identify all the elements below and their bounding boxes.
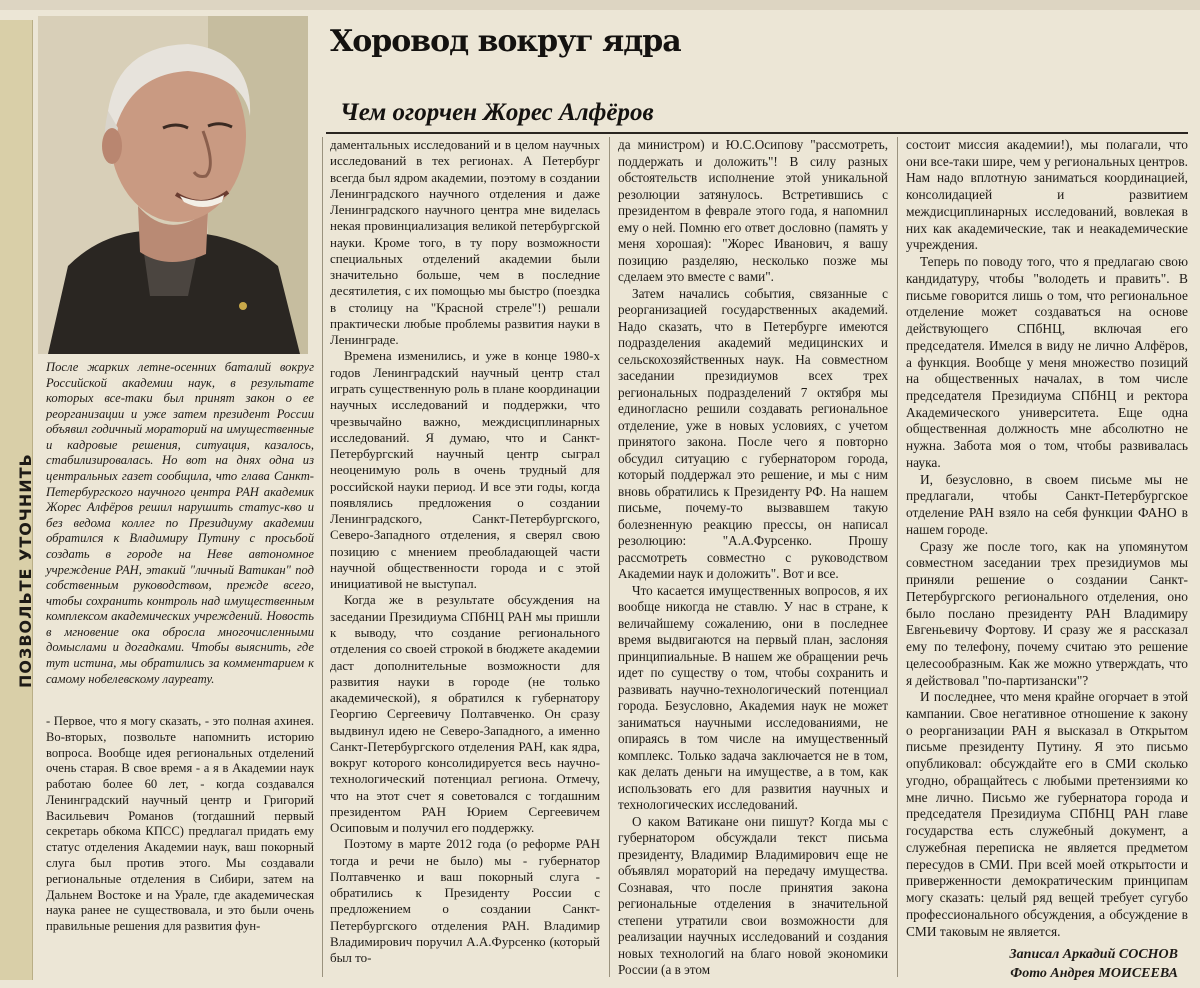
column-1	[46, 714, 314, 935]
paragraph: Что касается имущественных вопросов, я их вообще никогда не ставлю. У нас в стране, к величайшему сожалению, они в последнее время выдвигаются на первый план, заслоняя принципиальные. В нашем же обращении речь идет по существу о том, чтобы сохранить и развивать научно-технологический потенциал города. Безусловно, Академия наук не может заниматься научными исследованиями, не опираясь в том числе на имущественный комплекс. Только задача заключается не в том, как делать деньги на имуществе, а в том, как использовать его для развития научных и технологических исследований.	[618, 582, 888, 812]
paragraph: состоит миссия академии!), мы полагали, что они все-таки шире, чем у региональных центров. Нам надо вплотную заниматься координацией, консолидацией и развитием междисциплинарных исследований, вовлекая в них как академические, так и неакадемические учреждения.	[906, 137, 1188, 253]
column-4	[906, 137, 1188, 940]
paragraph: да министром) и Ю.С.Осипову "рассмотреть, поддержать и доложить"! В силу разных обстоятельств исполнение этой уникальной резолюции затянулось. Встретившись с президентом в феврале этого года, я напомнил ему о ней. Помню его ответ дословно (память у меня хорошая): "Жорес Иванович, я вашу позицию разделяю, несколько позже мы сделаем это вместе с вами".	[618, 137, 888, 284]
paragraph: Когда же в результате обсуждения на заседании Президиума СПбНЦ РАН мы пришли к выводу, что создание регионального отделения со своей строкой в бюджете академии даст дополнительные возможности для развития науки в городе (не только академической), я обратился к губернатору Георгию Сергеевичу Полтавченко. Он сразу выдвинул идею не Северо-Западного, а именно Санкт-Петербургского отделения РАН, как ядра, вокруг которого консолидируется весь научно-технологический потенциал региона. Отмечу, что на этот счет я советовался с тогдашним президентом РАН Юрием Сергеевичем Осиповым и получил его поддержку.	[330, 592, 600, 836]
column-divider	[322, 137, 323, 977]
column-3	[618, 137, 888, 979]
paragraph: - Первое, что я могу сказать, - это полная ахинея. Во-вторых, позвольте напомнить историю вопроса. Вообще идея региональных отделений очень старая. В свое время - а я в Академии наук работаю более 60 лет, - когда создавался Ленинградский научный центр и Григорий Васильевич Романов (тогдашний первый секретарь обкома КПСС) предлагал придать ему статус отделения Академии наук, ваш покорный слуга был против этого. Мы создавали региональные отделения в Сибири, затем на Дальнем Востоке и на Урале, где академическая наука ранее не существовала, и это были очень правильные решения для развития фун-	[46, 714, 314, 934]
subheadline: Чем огорчен Жорес Алфёров	[340, 99, 654, 126]
paragraph: Затем начались события, связанные с реорганизацией государственных академий. Надо сказать, что в Петербурге имеются подразделения академий медицинских и сельскохозяйственных наук. На совместном заседании президиумов всех трех региональных подразделений 7 октября мы единогласно решили создавать региональное отделение, уже в новых условиях, с учетом принятого закона. После чего я повторно обсудил ситуацию с губернатором города, который поддержал это решение, и мы с ним вновь обратились к Президенту РФ. На нашем письме, почему-то вызвавшем такую болезненную реакцию прессы, он написал резолюцию: "А.А.Фурсенко. Прошу рассмотреть совместно с руководством Академии наук и доложить". Вот и все.	[618, 285, 888, 581]
paragraph: Времена изменились, и уже в конце 1980-х годов Ленинградский научный центр стал играть существенную роль в плане координации научных исследований и поддержки, что чрезвычайно важно, междисциплинарных исследований. Я думаю, что и Санкт-Петербургский научный центр сыграл неоценимую роль в очень трудный для российской науки период. И все эти годы, когда появлялись предложения о создании Ленинградского, Санкт-Петербургского, Северо-Западного отделения, я сверял свою позицию с мнением преобладающей части научной общественности города и с этой инициативой не выступал.	[330, 348, 600, 592]
rubric-label: ПОЗВОЛЬТЕ УТОЧНИТЬ	[16, 453, 35, 688]
photo-credit: Фото Андрея МОИСЕЕВА	[1010, 966, 1178, 981]
paragraph: О каком Ватикане они пишут? Когда мы с губернатором обсуждали текст письма президенту, Владимир Владимирович еще не объявлял мораторий на передачу имущества. Сознавая, что после принятия закона региональные отделения в значительной степени утратили свои возможности для реализации научных исследований и создания новых технологий на благо новой экономики России (а в этом	[618, 813, 888, 977]
column-divider	[609, 137, 610, 977]
paragraph: И последнее, что меня крайне огорчает в этой кампании. Свое негативное отношение к закону о реорганизации РАН я высказал в Открытом письме президенту Путину. Я это письмо опубликовал: обсуждайте его в СМИ сколько угодно, обращайтесь с любыми претензиями ко мне лично. Письмо же губернатора города и председателя Президиума СПбНЦ РАН главе государства есть служебный документ, а служебная переписка не является предметом пересудов в СМИ. При всей моей открытости и приверженности демократическим принципам могу сказать: целый ряд вещей требует сугубо профессионального обсуждения, а обсуждение в СМИ таковым не является.	[906, 689, 1188, 939]
paragraph: Поэтому в марте 2012 года (о реформе РАН тогда и речи не было) мы - губернатор Полтавченко и ваш покорный слуга - обратились к Президенту России с предложением о создании Санкт-Петербургского отделения РАН. Владимир Владимирович поручил А.А.Фурсенко (который был то-	[330, 836, 600, 966]
paragraph: Сразу же после того, как на упомянутом совместном заседании трех президиумов мы приняли решение о создании Санкт-Петербургского регионального отделения, оно было послано президенту РАН Владимиру Евгеньевичу Фортову. И сразу же я рассказал ему по телефону, почему считаю это решение целесообразным. Как же можно утверждать, что я действовал "по-партизански"?	[906, 538, 1188, 688]
lead-paragraph: После жарких летне-осенних баталий вокруг Российской академии наук, в результате которых все-таки был принят закон о ее реорганизации и уже затем президент России объявил годичный мораторий на имущественные и кадровые решения, ситуация, казалось, стабилизировалась. Но вот на днях одна из центральных газет сообщила, что глава Санкт-Петербургского научного центра РАН академик Жорес Алфёров решил нарушить статус-кво и без ведома коллег по Президиуму академии обратился к Владимиру Путину с просьбой создать в городе на Неве автономное учреждение РАН, этакий "личный Ватикан" под собственным руководством, прежде всего, чтобы сохранить контроль над имущественным комплексом академических учреждений. Новость в мгновение ока обросла многочисленными домыслами и догадками. Чтобы выяснить, где тут истина, мы обратились за комментарием к самому нобелевскому лауреату.	[46, 360, 314, 686]
portrait-photo	[38, 16, 308, 354]
paragraph: И, безусловно, в своем письме мы не предлагали, чтобы Санкт-Петербургское отделение РАН взяло на себя функции ФАНО в нашем городе.	[906, 471, 1188, 537]
column-divider	[897, 137, 898, 977]
author-credit: Записал Аркадий СОСНОВ	[1009, 947, 1178, 962]
headline: Хоровод вокруг ядра	[330, 24, 681, 59]
column-2	[330, 137, 600, 967]
paragraph: Теперь по поводу того, что я предлагаю свою кандидатуру, чтобы "володеть и править". В письме говорится лишь о том, что региональное отделение может создаваться на основе действующего СПбНЦ, включая его председателя. Имелся в виду не лично Алфёров, а функция. Вообще у меня множество позиций на общественных началах, в том числе председателя Президиума СПбНЦ и ректора Академического университета. Еще одна общественная должность мне абсолютно не нужна. Забота моя о том, чтобы развивалась наука.	[906, 254, 1188, 470]
paragraph: даментальных исследований и в целом научных исследований в тех регионах. А Петербург всегда был ядром академии, поэтому в создании Ленинградского научного отделения и даже Ленинградского научного центра мне виделась некая провинциализация великой петербургской науки. Кроме того, в ту пору возможности специальных отделений академии были значительно больше, чем в последние десятилетия, с их помощью мы быстро (поездка в столицу на "Красной стреле"!) решали практически любые проблемы развития науки в Ленинграде.	[330, 137, 600, 348]
